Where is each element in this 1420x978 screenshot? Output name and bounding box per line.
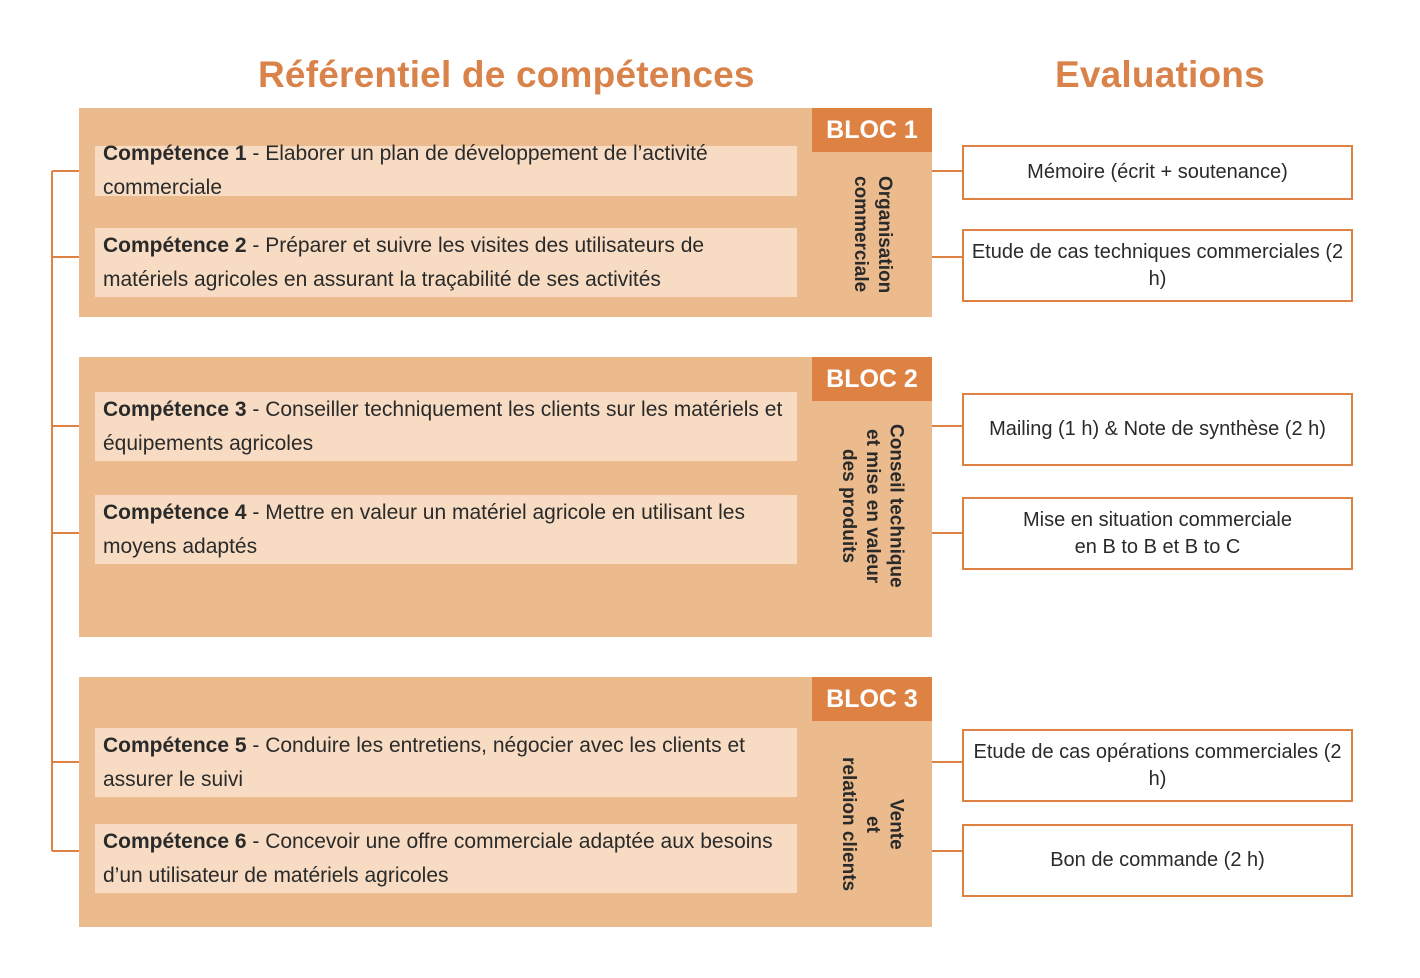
evaluation-2: Etude de cas techniques commerciales (2 h) [962, 229, 1353, 302]
competence-1: Compétence 1 - Elaborer un plan de développement de l’activité commerciale [95, 146, 797, 196]
bloc-3-tag: BLOC 3 [812, 677, 932, 721]
bloc-1 [79, 108, 932, 317]
competence-5: Compétence 5 - Conduire les entretiens, négocier avec les clients et assurer le suivi [95, 728, 797, 797]
competence-4: Compétence 4 - Mettre en valeur un matériel agricole en utilisant les moyens adaptés [95, 495, 797, 564]
bloc-1-subtitle: Organisation commerciale [850, 175, 895, 294]
bloc-3 [79, 677, 932, 927]
bloc-2-subtitle: Conseil technique et mise en valeur des produits [838, 424, 907, 588]
evaluations-title: Evaluations [1055, 54, 1265, 95]
evaluation-3: Mailing (1 h) & Note de synthèse (2 h) [962, 393, 1353, 466]
competence-2: Compétence 2 - Préparer et suivre les visites des utilisateurs de matériels agricoles en assurant la traçabilité de ses activités [95, 228, 797, 297]
bloc-2 [79, 357, 932, 637]
evaluation-4: Mise en situation commerciale en B to B et B to C [962, 497, 1353, 570]
competence-3: Compétence 3 - Conseiller techniquement les clients sur les matériels et équipements agricoles [95, 392, 797, 461]
evaluation-1: Mémoire (écrit + soutenance) [962, 145, 1353, 200]
bloc-3-subtitle: Vente et relation clients [838, 756, 907, 892]
competence-6: Compétence 6 - Concevoir une offre commerciale adaptée aux besoins d’un utilisateur de matériels agricoles [95, 824, 797, 893]
evaluation-5: Etude de cas opérations commerciales (2 h) [962, 729, 1353, 802]
competences-title: Référentiel de compétences [258, 54, 755, 95]
bloc-1-tag: BLOC 1 [812, 108, 932, 152]
evaluation-6: Bon de commande (2 h) [962, 824, 1353, 897]
bloc-2-tag: BLOC 2 [812, 357, 932, 401]
